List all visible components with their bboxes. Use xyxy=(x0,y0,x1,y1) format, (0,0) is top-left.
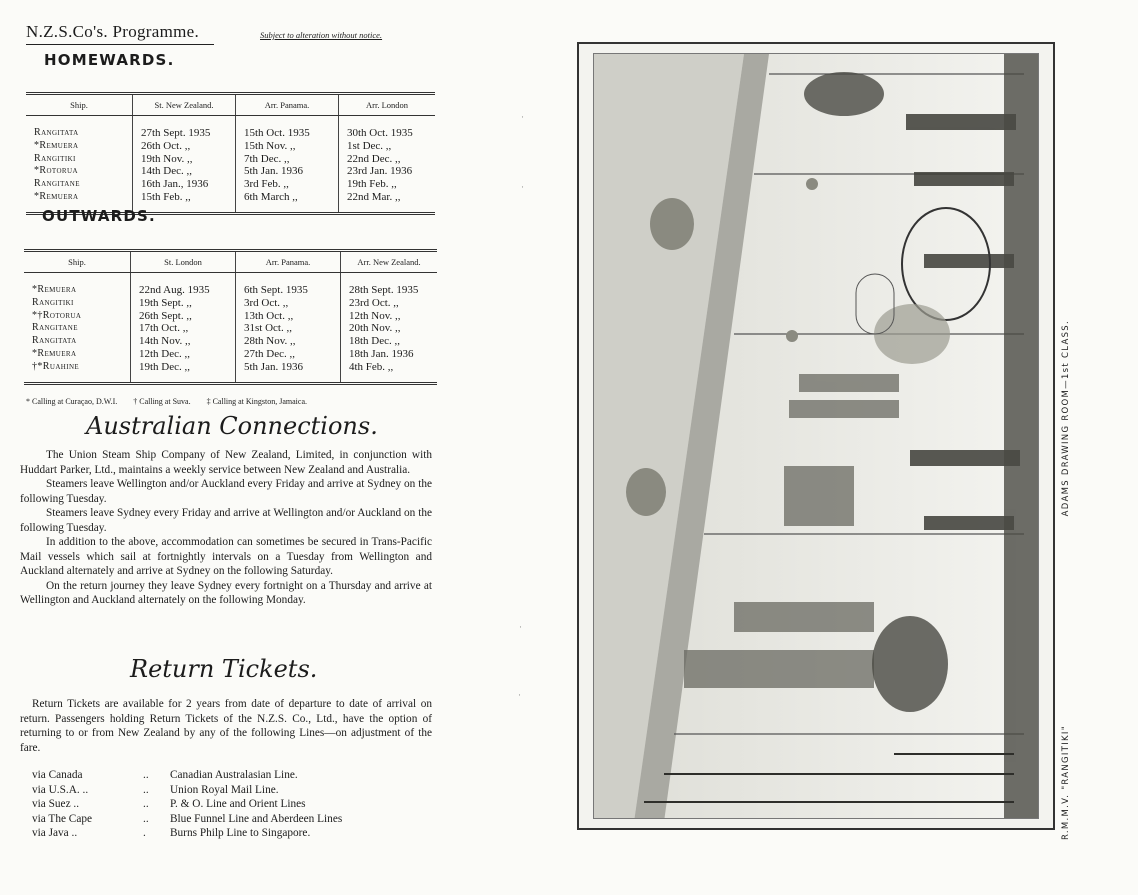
date-cell: 3rd Oct. ,, xyxy=(236,297,341,310)
table-row xyxy=(24,297,437,310)
date-cell: 22nd Aug. 1935 xyxy=(131,273,236,297)
title-underline xyxy=(26,44,214,45)
col-arr-panama: Arr. Panama. xyxy=(236,94,339,116)
date-cell: 18th Dec. ,, xyxy=(341,335,438,348)
date-cell: 6th Sept. 1935 xyxy=(236,273,341,297)
date-cell: 22nd Mar. ,, xyxy=(339,191,436,213)
ship-cell: *Rotorua xyxy=(34,165,78,177)
return-lines-list xyxy=(32,768,342,841)
table-row xyxy=(26,140,435,153)
photo-caption xyxy=(1061,320,1071,840)
date-cell: 27th Sept. 1935 xyxy=(133,116,236,140)
ship-cell: Rangitane xyxy=(32,322,78,334)
ship-cell: †*Ruahine xyxy=(32,360,80,372)
date-cell: 16th Jan., 1936 xyxy=(133,178,236,191)
footnotes xyxy=(26,397,442,406)
ship-cell: *Remuera xyxy=(32,347,77,359)
australian-connections-heading: Australian Connections. xyxy=(86,412,378,440)
date-cell: 28th Sept. 1935 xyxy=(341,273,438,297)
ship-cell: *Remuera xyxy=(34,139,79,151)
col-arr-new-zealand: Arr. New Zealand. xyxy=(341,251,438,273)
date-cell: 19th Sept. ,, xyxy=(131,297,236,310)
table-row xyxy=(24,273,437,297)
table-row xyxy=(24,335,437,348)
date-cell: 12th Dec. ,, xyxy=(131,348,236,361)
date-cell: 4th Feb. ,, xyxy=(341,361,438,383)
return-tickets-heading: Return Tickets. xyxy=(130,655,318,683)
ship-cell: Rangitata xyxy=(32,335,77,347)
via-label: via U.S.A. .. xyxy=(32,783,89,796)
paragraph: The Union Steam Ship Company of New Zealand, Limited, in conjunction with Huddart Parker, Ltd., maintains a weekly service between New Zealand and Australia. xyxy=(20,449,432,476)
page-mark: · xyxy=(519,622,522,632)
paragraph: Steamers leave Sydney every Friday and arrive at Wellington and/or Auckland on the following Tuesday. xyxy=(20,507,432,534)
ship-cell: Rangitiki xyxy=(32,296,74,308)
date-cell: 26th Sept. ,, xyxy=(131,310,236,323)
programme-header xyxy=(18,18,438,48)
subject-note: Subject to alteration without notice. xyxy=(260,30,383,40)
footnote-curacao: * Calling at Curaçao, D.W.I. xyxy=(26,397,118,406)
date-cell: 15th Feb. ,, xyxy=(133,191,236,213)
date-cell: 15th Oct. 1935 xyxy=(236,116,339,140)
list-item xyxy=(32,768,342,783)
leader-dots: .. xyxy=(143,798,149,810)
ship-cell: Rangitane xyxy=(34,178,80,190)
col-st-london: St. London xyxy=(131,251,236,273)
date-cell: 3rd Feb. ,, xyxy=(236,178,339,191)
date-cell: 20th Nov. ,, xyxy=(341,322,438,335)
list-item xyxy=(32,783,342,798)
programme-title: N.Z.S.Co's. Programme. xyxy=(26,22,200,41)
line-name: Union Royal Mail Line. xyxy=(170,783,279,796)
left-page xyxy=(18,18,438,839)
date-cell: 1st Dec. ,, xyxy=(339,140,436,153)
date-cell: 12th Nov. ,, xyxy=(341,310,438,323)
date-cell: 22nd Dec. ,, xyxy=(339,153,436,166)
footnote-suva: † Calling at Suva. xyxy=(133,397,191,406)
date-cell: 26th Oct. ,, xyxy=(133,140,236,153)
paragraph: On the return journey they leave Sydney every fortnight on a Thursday and arrive at Wellington and Auckland alternately on the following Monday. xyxy=(20,579,432,606)
date-cell: 14th Nov. ,, xyxy=(131,335,236,348)
date-cell: 5th Jan. 1936 xyxy=(236,165,339,178)
australian-connections-body xyxy=(20,448,432,608)
page-mark: · xyxy=(518,690,521,700)
line-name: Canadian Australasian Line. xyxy=(170,769,298,781)
col-arr-london: Arr. London xyxy=(339,94,436,116)
date-cell: 23rd Jan. 1936 xyxy=(339,165,436,178)
drawing-room-photo xyxy=(577,42,1055,830)
ship-cell: *Remuera xyxy=(34,190,79,202)
col-st-new-zealand: St. New Zealand. xyxy=(133,94,236,116)
date-cell: 7th Dec. ,, xyxy=(236,153,339,166)
caption-ship: R.M.M.V. "RANGITIKI" xyxy=(1061,725,1071,840)
leader-dots: .. xyxy=(143,812,149,825)
col-ship: Ship. xyxy=(24,251,131,273)
list-item xyxy=(32,826,342,841)
via-label: via Suez .. xyxy=(32,798,80,810)
table-row xyxy=(26,165,435,178)
table-row xyxy=(24,348,437,361)
paragraph: In addition to the above, accommodation can sometimes be secured in Trans-Pacific Mail vessels which sail at fortnightly intervals on a Tuesday from Wellington and Auckland alternately and arrive at Sydney on the following Saturday. xyxy=(20,536,432,577)
date-cell: 23rd Oct. ,, xyxy=(341,297,438,310)
caption-room: ADAMS DRAWING ROOM—1st CLASS. xyxy=(1061,320,1071,517)
line-name: Burns Philp Line to Singapore. xyxy=(170,827,311,839)
ship-cell: Rangitiki xyxy=(34,152,76,164)
footnote-kingston: ‡ Calling at Kingston, Jamaica. xyxy=(206,397,308,406)
date-cell: 28th Nov. ,, xyxy=(236,335,341,348)
drawing-room-illustration xyxy=(594,54,1039,819)
outwards-heading: OUTWARDS. xyxy=(42,207,156,225)
table-row xyxy=(26,153,435,166)
date-cell: 17th Oct. ,, xyxy=(131,322,236,335)
table-row xyxy=(24,310,437,323)
table-row xyxy=(26,116,435,140)
date-cell: 6th March ,, xyxy=(236,191,339,213)
date-cell: 31st Oct. ,, xyxy=(236,322,341,335)
list-item xyxy=(32,812,342,827)
date-cell: 27th Dec. ,, xyxy=(236,348,341,361)
ship-cell: *Remuera xyxy=(32,284,77,295)
date-cell: 19th Dec. ,, xyxy=(131,361,236,383)
homewards-table xyxy=(26,92,435,215)
date-cell: 18th Jan. 1936 xyxy=(341,348,438,361)
line-name: P. & O. Line and Orient Lines xyxy=(170,798,306,810)
date-cell: 15th Nov. ,, xyxy=(236,140,339,153)
table-row xyxy=(24,322,437,335)
date-cell: 30th Oct. 1935 xyxy=(339,116,436,140)
date-cell: 19th Feb. ,, xyxy=(339,178,436,191)
date-cell: 13th Oct. ,, xyxy=(236,310,341,323)
return-tickets-body xyxy=(20,697,432,755)
photo-image xyxy=(593,53,1039,819)
col-arr-panama: Arr. Panama. xyxy=(236,251,341,273)
leader-dots: . xyxy=(143,827,146,839)
table-row xyxy=(24,361,437,383)
date-cell: 5th Jan. 1936 xyxy=(236,361,341,383)
list-item xyxy=(32,797,342,812)
leader-dots: .. xyxy=(143,769,149,781)
col-ship: Ship. xyxy=(26,94,133,116)
homewards-heading: HOMEWARDS. xyxy=(44,51,175,69)
via-label: via The Cape xyxy=(32,812,93,825)
page-mark: · xyxy=(521,182,524,192)
page-mark: · xyxy=(521,112,524,122)
leader-dots: .. xyxy=(143,783,149,796)
via-label: via Canada xyxy=(32,769,83,781)
table-row xyxy=(26,178,435,191)
date-cell: 19th Nov. ,, xyxy=(133,153,236,166)
date-cell: 14th Dec. ,, xyxy=(133,165,236,178)
paragraph: Return Tickets are available for 2 years from date of departure to date of arrival on return. Passengers holding Return Tickets of the N.Z.S. Co., Ltd., have the option of returning to or from New Zealand by any of the following Lines—on adjustment of the fare. xyxy=(20,698,432,754)
ship-cell: Rangitata xyxy=(34,127,79,138)
line-name: Blue Funnel Line and Aberdeen Lines xyxy=(170,812,343,825)
via-label: via Java .. xyxy=(32,827,78,839)
outwards-table xyxy=(24,249,437,385)
ship-cell: *†Rotorua xyxy=(32,309,82,321)
paragraph: Steamers leave Wellington and/or Auckland every Friday and arrive at Sydney on the following Tuesday. xyxy=(20,478,432,505)
